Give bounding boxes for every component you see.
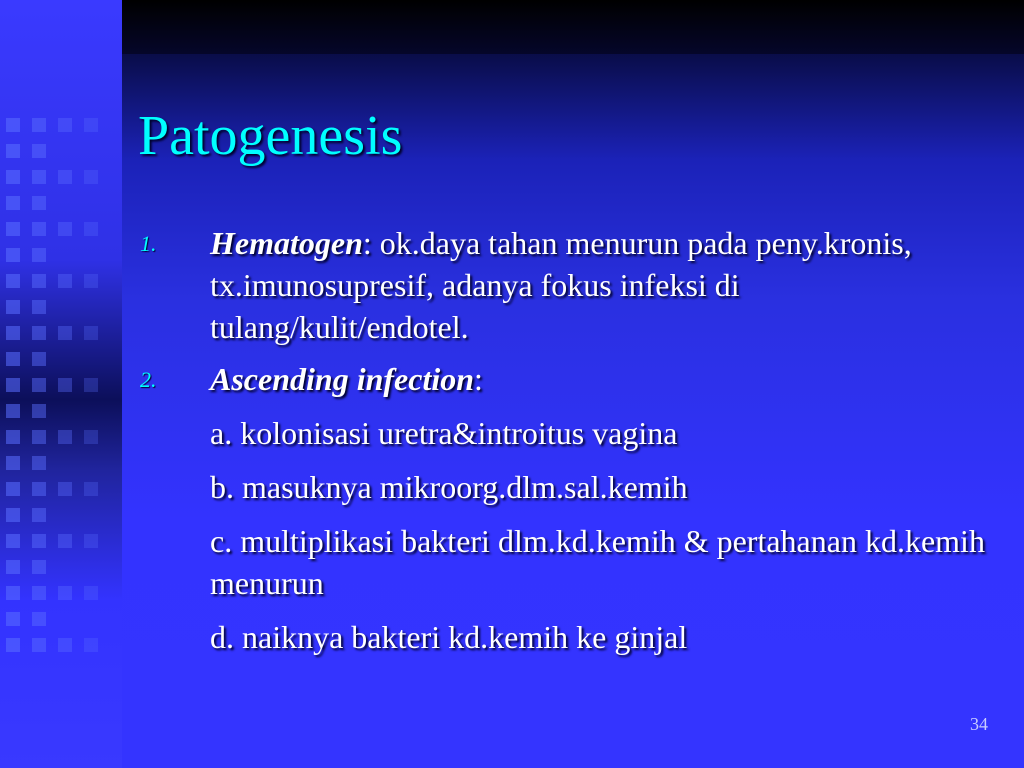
decorative-square <box>32 560 46 574</box>
decorative-squares <box>6 118 116 658</box>
decorative-square <box>32 534 46 548</box>
term-separator-1: : <box>362 225 372 261</box>
decorative-square <box>32 144 46 158</box>
decorative-square <box>58 534 72 548</box>
list-item-1 <box>140 222 1000 348</box>
decorative-square <box>6 534 20 548</box>
decorative-square <box>32 456 46 470</box>
decorative-square <box>6 274 20 288</box>
decorative-square <box>32 378 46 392</box>
decorative-square <box>6 326 20 340</box>
item-text-1: ok.daya tahan menurun pada peny.kronis, tx.imunosupresif, adanya fokus infeksi di tulang/kulit/endotel. <box>210 225 912 345</box>
decorative-square <box>84 222 98 236</box>
decorative-square <box>84 638 98 652</box>
decorative-square <box>58 274 72 288</box>
term-ascending-infection: Ascending infection <box>210 361 475 397</box>
decorative-square <box>6 638 20 652</box>
slide-title: Patogenesis <box>138 105 403 167</box>
sub-item-c: c. multiplikasi bakteri dlm.kd.kemih & pertahanan kd.kemih menurun <box>210 523 985 601</box>
list-number-2: 2. <box>140 367 157 392</box>
decorative-square <box>6 456 20 470</box>
decorative-square <box>32 404 46 418</box>
decorative-square <box>32 638 46 652</box>
decorative-square <box>32 196 46 210</box>
decorative-square <box>84 534 98 548</box>
decorative-square <box>58 430 72 444</box>
decorative-square <box>58 222 72 236</box>
decorative-square <box>32 352 46 366</box>
decorative-square <box>6 378 20 392</box>
decorative-square <box>32 222 46 236</box>
page-number: 34 <box>970 714 988 734</box>
slide-content <box>140 222 1000 658</box>
decorative-square <box>58 638 72 652</box>
decorative-square <box>84 430 98 444</box>
decorative-square <box>6 248 20 262</box>
list-item-2 <box>140 358 1000 400</box>
term-hematogen: Hematogen <box>210 225 363 261</box>
decorative-square <box>32 170 46 184</box>
decorative-square <box>58 170 72 184</box>
decorative-square <box>32 326 46 340</box>
decorative-square <box>84 326 98 340</box>
decorative-square <box>6 404 20 418</box>
decorative-square <box>32 118 46 132</box>
decorative-square <box>32 508 46 522</box>
decorative-square <box>84 118 98 132</box>
decorative-square <box>6 430 20 444</box>
decorative-square <box>6 352 20 366</box>
term-separator-2: : <box>474 361 483 397</box>
decorative-square <box>6 482 20 496</box>
decorative-square <box>6 118 20 132</box>
sub-item-d: d. naiknya bakteri kd.kemih ke ginjal <box>210 619 688 655</box>
decorative-square <box>58 586 72 600</box>
sub-item-a: a. kolonisasi uretra&introitus vagina <box>210 415 678 451</box>
decorative-square <box>58 378 72 392</box>
decorative-square <box>84 586 98 600</box>
decorative-square <box>6 300 20 314</box>
list-number-1: 1. <box>140 231 157 256</box>
decorative-square <box>58 482 72 496</box>
decorative-square <box>32 300 46 314</box>
decorative-square <box>32 482 46 496</box>
decorative-square <box>32 274 46 288</box>
decorative-square <box>6 586 20 600</box>
decorative-square <box>6 560 20 574</box>
top-band <box>122 0 1024 54</box>
decorative-square <box>84 482 98 496</box>
decorative-square <box>84 170 98 184</box>
decorative-square <box>6 508 20 522</box>
decorative-square <box>6 612 20 626</box>
decorative-square <box>6 144 20 158</box>
decorative-square <box>58 326 72 340</box>
decorative-square <box>32 430 46 444</box>
decorative-square <box>84 378 98 392</box>
decorative-square <box>32 586 46 600</box>
sub-item-b: b. masuknya mikroorg.dlm.sal.kemih <box>210 469 688 505</box>
decorative-square <box>84 274 98 288</box>
decorative-square <box>32 248 46 262</box>
decorative-square <box>6 170 20 184</box>
decorative-square <box>58 118 72 132</box>
decorative-square <box>6 222 20 236</box>
decorative-square <box>6 196 20 210</box>
left-decorative-strip <box>0 0 122 768</box>
decorative-square <box>32 612 46 626</box>
